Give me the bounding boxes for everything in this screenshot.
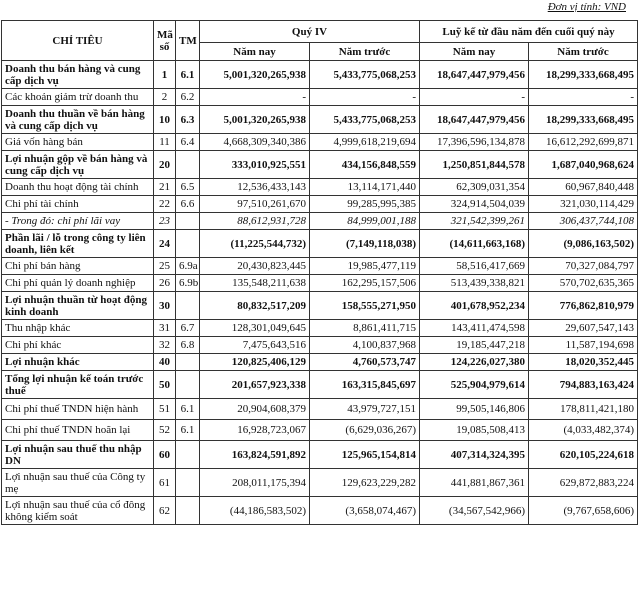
value-y-prev-year: (4,033,482,374) — [529, 420, 638, 441]
value-q-prev-year: 163,315,845,697 — [310, 371, 420, 399]
row-code: 61 — [154, 469, 176, 497]
row-code: 10 — [154, 106, 176, 134]
row-code: 22 — [154, 196, 176, 213]
value-q-this-year: 128,301,049,645 — [200, 320, 310, 337]
table-row — [2, 354, 638, 371]
value-q-this-year: 333,010,925,551 — [200, 151, 310, 179]
value-q-this-year: 20,904,608,379 — [200, 399, 310, 420]
header-luy-ke: Luỹ kế từ đầu năm đến cuối quý này — [420, 21, 638, 43]
row-note: 6.8 — [176, 337, 200, 354]
table-row — [2, 258, 638, 275]
row-note — [176, 292, 200, 320]
row-code: 60 — [154, 441, 176, 469]
table-row — [2, 61, 638, 89]
row-note: 6.3 — [176, 106, 200, 134]
value-y-this-year: 1,250,851,844,578 — [420, 151, 529, 179]
table-body — [2, 61, 638, 525]
table-row — [2, 371, 638, 399]
table-row — [2, 497, 638, 525]
value-y-prev-year: 29,607,547,143 — [529, 320, 638, 337]
row-note — [176, 497, 200, 525]
header-tm: TM — [176, 21, 200, 61]
table-row — [2, 151, 638, 179]
row-code: 62 — [154, 497, 176, 525]
value-q-prev-year: 99,285,995,385 — [310, 196, 420, 213]
row-label: Các khoản giảm trừ doanh thu — [2, 89, 154, 106]
row-note: 6.4 — [176, 134, 200, 151]
row-note: 6.2 — [176, 89, 200, 106]
table-row — [2, 441, 638, 469]
value-y-this-year: 19,085,508,413 — [420, 420, 529, 441]
row-code: 25 — [154, 258, 176, 275]
value-y-prev-year: - — [529, 89, 638, 106]
table-row — [2, 179, 638, 196]
row-label: Doanh thu thuần về bán hàng và cung cấp dịch vụ — [2, 106, 154, 134]
row-label: Chi phí thuế TNDN hoãn lại — [2, 420, 154, 441]
value-y-prev-year: 620,105,224,618 — [529, 441, 638, 469]
header-q-prev-year: Năm trước — [310, 43, 420, 61]
value-q-this-year: 4,668,309,340,386 — [200, 134, 310, 151]
value-y-prev-year: 178,811,421,180 — [529, 399, 638, 420]
value-y-this-year: 62,309,031,354 — [420, 179, 529, 196]
value-q-prev-year: 8,861,411,715 — [310, 320, 420, 337]
row-code: 30 — [154, 292, 176, 320]
value-q-this-year: 12,536,433,143 — [200, 179, 310, 196]
row-note — [176, 354, 200, 371]
value-y-prev-year: (9,086,163,502) — [529, 230, 638, 258]
value-y-prev-year: 306,437,744,108 — [529, 213, 638, 230]
value-y-this-year: 124,226,027,380 — [420, 354, 529, 371]
row-label: Phần lãi / lỗ trong công ty liên doanh, liên kết — [2, 230, 154, 258]
table-row — [2, 292, 638, 320]
value-q-prev-year: 19,985,477,119 — [310, 258, 420, 275]
value-q-prev-year: 4,999,618,219,694 — [310, 134, 420, 151]
row-code: 2 — [154, 89, 176, 106]
row-code: 52 — [154, 420, 176, 441]
row-label: Thu nhập khác — [2, 320, 154, 337]
value-q-prev-year: 162,295,157,506 — [310, 275, 420, 292]
row-note — [176, 230, 200, 258]
row-note — [176, 441, 200, 469]
value-q-this-year: (11,225,544,732) — [200, 230, 310, 258]
table-row — [2, 106, 638, 134]
value-y-this-year: 99,505,146,806 — [420, 399, 529, 420]
value-y-prev-year: 18,299,333,668,495 — [529, 61, 638, 89]
row-code: 24 — [154, 230, 176, 258]
value-q-this-year: 163,824,591,892 — [200, 441, 310, 469]
value-q-this-year: 5,001,320,265,938 — [200, 61, 310, 89]
row-label: - Trong đó: chi phí lãi vay — [2, 213, 154, 230]
row-code: 21 — [154, 179, 176, 196]
value-q-prev-year: 84,999,001,188 — [310, 213, 420, 230]
row-label: Lợi nhuận sau thuế của Công ty mẹ — [2, 469, 154, 497]
value-y-this-year: 143,411,474,598 — [420, 320, 529, 337]
value-q-prev-year: (3,658,074,467) — [310, 497, 420, 525]
value-y-prev-year: 11,587,194,698 — [529, 337, 638, 354]
value-y-prev-year: 776,862,810,979 — [529, 292, 638, 320]
value-y-this-year: 19,185,447,218 — [420, 337, 529, 354]
value-q-prev-year: 43,979,727,151 — [310, 399, 420, 420]
value-q-this-year: 201,657,923,338 — [200, 371, 310, 399]
row-note: 6.1 — [176, 420, 200, 441]
value-y-prev-year: 16,612,292,699,871 — [529, 134, 638, 151]
table-row — [2, 469, 638, 497]
value-y-prev-year: 794,883,163,424 — [529, 371, 638, 399]
table-row — [2, 337, 638, 354]
value-y-this-year: 525,904,979,614 — [420, 371, 529, 399]
row-code: 26 — [154, 275, 176, 292]
row-note: 6.6 — [176, 196, 200, 213]
table-row — [2, 399, 638, 420]
header-y-this-year: Năm nay — [420, 43, 529, 61]
row-label: Lợi nhuận gộp về bán hàng và cung cấp dịch vụ — [2, 151, 154, 179]
row-note — [176, 213, 200, 230]
value-q-prev-year: - — [310, 89, 420, 106]
value-y-this-year: - — [420, 89, 529, 106]
value-q-prev-year: 158,555,271,950 — [310, 292, 420, 320]
value-y-prev-year: 18,020,352,445 — [529, 354, 638, 371]
row-label: Chi phí thuế TNDN hiện hành — [2, 399, 154, 420]
value-q-prev-year: 129,623,229,282 — [310, 469, 420, 497]
row-label: Chi phí tài chính — [2, 196, 154, 213]
row-label: Doanh thu hoạt động tài chính — [2, 179, 154, 196]
table-row — [2, 420, 638, 441]
value-q-this-year: (44,186,583,502) — [200, 497, 310, 525]
row-code: 1 — [154, 61, 176, 89]
value-y-prev-year: 60,967,840,448 — [529, 179, 638, 196]
header-q-this-year: Năm nay — [200, 43, 310, 61]
value-q-this-year: 7,475,643,516 — [200, 337, 310, 354]
row-code: 50 — [154, 371, 176, 399]
value-y-this-year: 401,678,952,234 — [420, 292, 529, 320]
row-code: 32 — [154, 337, 176, 354]
value-q-prev-year: 4,760,573,747 — [310, 354, 420, 371]
value-y-this-year: 18,647,447,979,456 — [420, 61, 529, 89]
value-q-this-year: 120,825,406,129 — [200, 354, 310, 371]
row-note — [176, 371, 200, 399]
value-y-this-year: 17,396,596,134,878 — [420, 134, 529, 151]
value-q-this-year: - — [200, 89, 310, 106]
value-y-prev-year: 70,327,084,797 — [529, 258, 638, 275]
value-y-this-year: 407,314,324,395 — [420, 441, 529, 469]
value-q-this-year: 97,510,261,670 — [200, 196, 310, 213]
header-ma-so: Mã số — [154, 21, 176, 61]
value-y-prev-year: 1,687,040,968,624 — [529, 151, 638, 179]
value-q-prev-year: (7,149,118,038) — [310, 230, 420, 258]
row-code: 23 — [154, 213, 176, 230]
row-note: 6.9b — [176, 275, 200, 292]
value-q-this-year: 88,612,931,728 — [200, 213, 310, 230]
table-row — [2, 89, 638, 106]
row-note — [176, 469, 200, 497]
value-q-prev-year: 4,100,837,968 — [310, 337, 420, 354]
value-y-this-year: 18,647,447,979,456 — [420, 106, 529, 134]
value-q-prev-year: 13,114,171,440 — [310, 179, 420, 196]
row-label: Doanh thu bán hàng và cung cấp dịch vụ — [2, 61, 154, 89]
value-q-prev-year: 434,156,848,559 — [310, 151, 420, 179]
value-y-this-year: 321,542,399,261 — [420, 213, 529, 230]
row-note — [176, 151, 200, 179]
row-label: Chi phí khác — [2, 337, 154, 354]
row-label: Chi phí quản lý doanh nghiệp — [2, 275, 154, 292]
row-label: Chi phí bán hàng — [2, 258, 154, 275]
value-y-this-year: (34,567,542,966) — [420, 497, 529, 525]
unit-label: Đơn vị tính: VND — [547, 1, 626, 13]
row-code: 31 — [154, 320, 176, 337]
row-label: Lợi nhuận sau thuế thu nhập DN — [2, 441, 154, 469]
row-code: 40 — [154, 354, 176, 371]
table-row — [2, 196, 638, 213]
value-y-this-year: 441,881,867,361 — [420, 469, 529, 497]
row-code: 11 — [154, 134, 176, 151]
value-q-prev-year: 5,433,775,068,253 — [310, 106, 420, 134]
row-code: 51 — [154, 399, 176, 420]
value-y-prev-year: (9,767,658,606) — [529, 497, 638, 525]
value-q-prev-year: 5,433,775,068,253 — [310, 61, 420, 89]
row-label: Tổng lợi nhuận kế toán trước thuế — [2, 371, 154, 399]
table-row — [2, 134, 638, 151]
value-y-prev-year: 321,030,114,429 — [529, 196, 638, 213]
row-code: 20 — [154, 151, 176, 179]
table-row — [2, 213, 638, 230]
value-y-this-year: (14,611,663,168) — [420, 230, 529, 258]
row-note: 6.1 — [176, 399, 200, 420]
header-quy-iv: Quý IV — [200, 21, 420, 43]
value-q-this-year: 5,001,320,265,938 — [200, 106, 310, 134]
value-y-prev-year: 629,872,883,224 — [529, 469, 638, 497]
row-label: Lợi nhuận sau thuế của cổ đông không kiểm soát — [2, 497, 154, 525]
row-label: Lợi nhuận thuần từ hoạt động kinh doanh — [2, 292, 154, 320]
value-q-this-year: 20,430,823,445 — [200, 258, 310, 275]
table-row — [2, 230, 638, 258]
row-label: Lợi nhuận khác — [2, 354, 154, 371]
row-note: 6.7 — [176, 320, 200, 337]
header-y-prev-year: Năm trước — [529, 43, 638, 61]
table-row — [2, 320, 638, 337]
value-y-this-year: 58,516,417,669 — [420, 258, 529, 275]
value-q-this-year: 135,548,211,638 — [200, 275, 310, 292]
value-y-this-year: 513,439,338,821 — [420, 275, 529, 292]
table-row — [2, 275, 638, 292]
value-q-this-year: 16,928,723,067 — [200, 420, 310, 441]
value-y-prev-year: 18,299,333,668,495 — [529, 106, 638, 134]
row-note: 6.1 — [176, 61, 200, 89]
row-note: 6.5 — [176, 179, 200, 196]
value-y-this-year: 324,914,504,039 — [420, 196, 529, 213]
income-statement-table — [1, 20, 638, 525]
row-label: Giá vốn hàng bán — [2, 134, 154, 151]
value-q-this-year: 80,832,517,209 — [200, 292, 310, 320]
value-q-this-year: 208,011,175,394 — [200, 469, 310, 497]
header-chi-tieu: CHỈ TIÊU — [2, 21, 154, 61]
row-note: 6.9a — [176, 258, 200, 275]
value-y-prev-year: 570,702,635,365 — [529, 275, 638, 292]
value-q-prev-year: (6,629,036,267) — [310, 420, 420, 441]
value-q-prev-year: 125,965,154,814 — [310, 441, 420, 469]
